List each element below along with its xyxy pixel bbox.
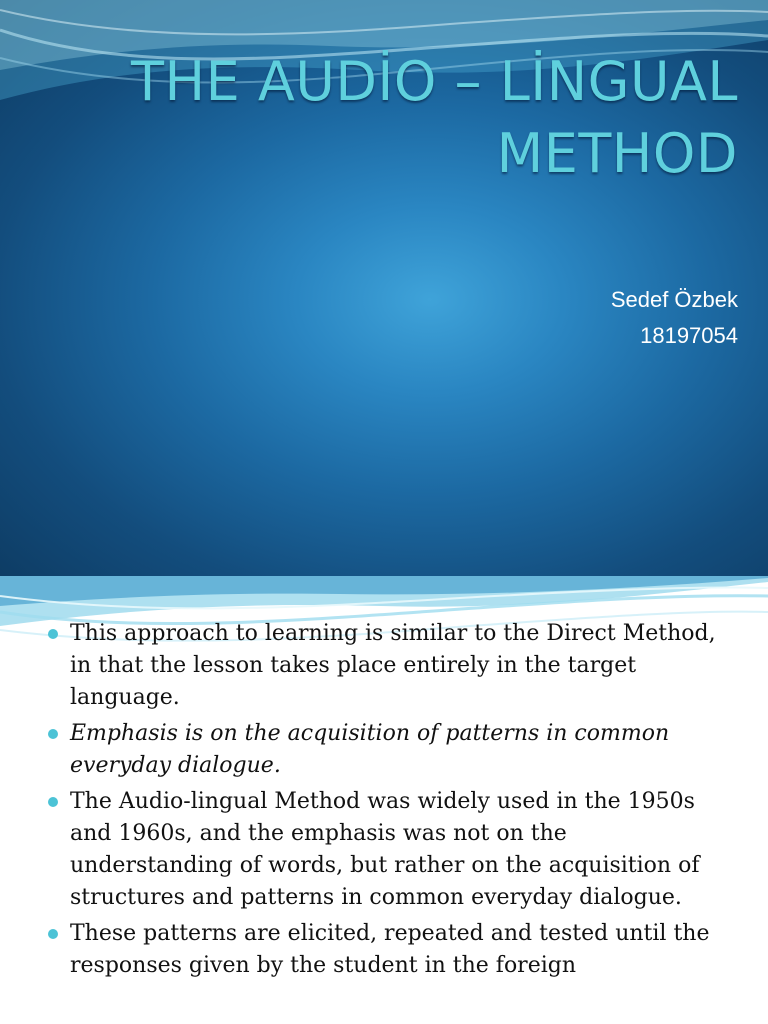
bullet-text: Emphasis is on the acquisition of patterns in common everyday dialogue. (70, 721, 670, 778)
title-line-1: THE AUDİO – LİNGUAL (131, 50, 738, 113)
bullet-text: The Audio-lingual Method was widely used in the 1950s and 1960s, and the emphasis was not on the understanding of words, but rather on the acquisition of structures and patterns in common everyday dialogue. (70, 789, 700, 910)
list-item (48, 786, 728, 914)
slide-title (38, 46, 738, 190)
bullet-dot-icon (48, 797, 58, 807)
list-item (48, 918, 728, 982)
content-slide (0, 576, 768, 1024)
bullet-dot-icon (48, 729, 58, 739)
bullet-list (48, 618, 728, 986)
title-line-2: METHOD (496, 122, 738, 185)
author-id: 18197054 (640, 323, 738, 348)
author-name: Sedef Özbek (610, 287, 738, 312)
bullet-dot-icon (48, 929, 58, 939)
bullet-text: This approach to learning is similar to the Direct Method, in that the lesson takes place entirely in the target language. (70, 621, 716, 710)
author-block (611, 282, 738, 354)
bullet-text: These patterns are elicited, repeated and tested until the responses given by the student in the foreign (70, 921, 710, 978)
list-item (48, 618, 728, 714)
bullet-dot-icon (48, 629, 58, 639)
list-item (48, 718, 728, 782)
